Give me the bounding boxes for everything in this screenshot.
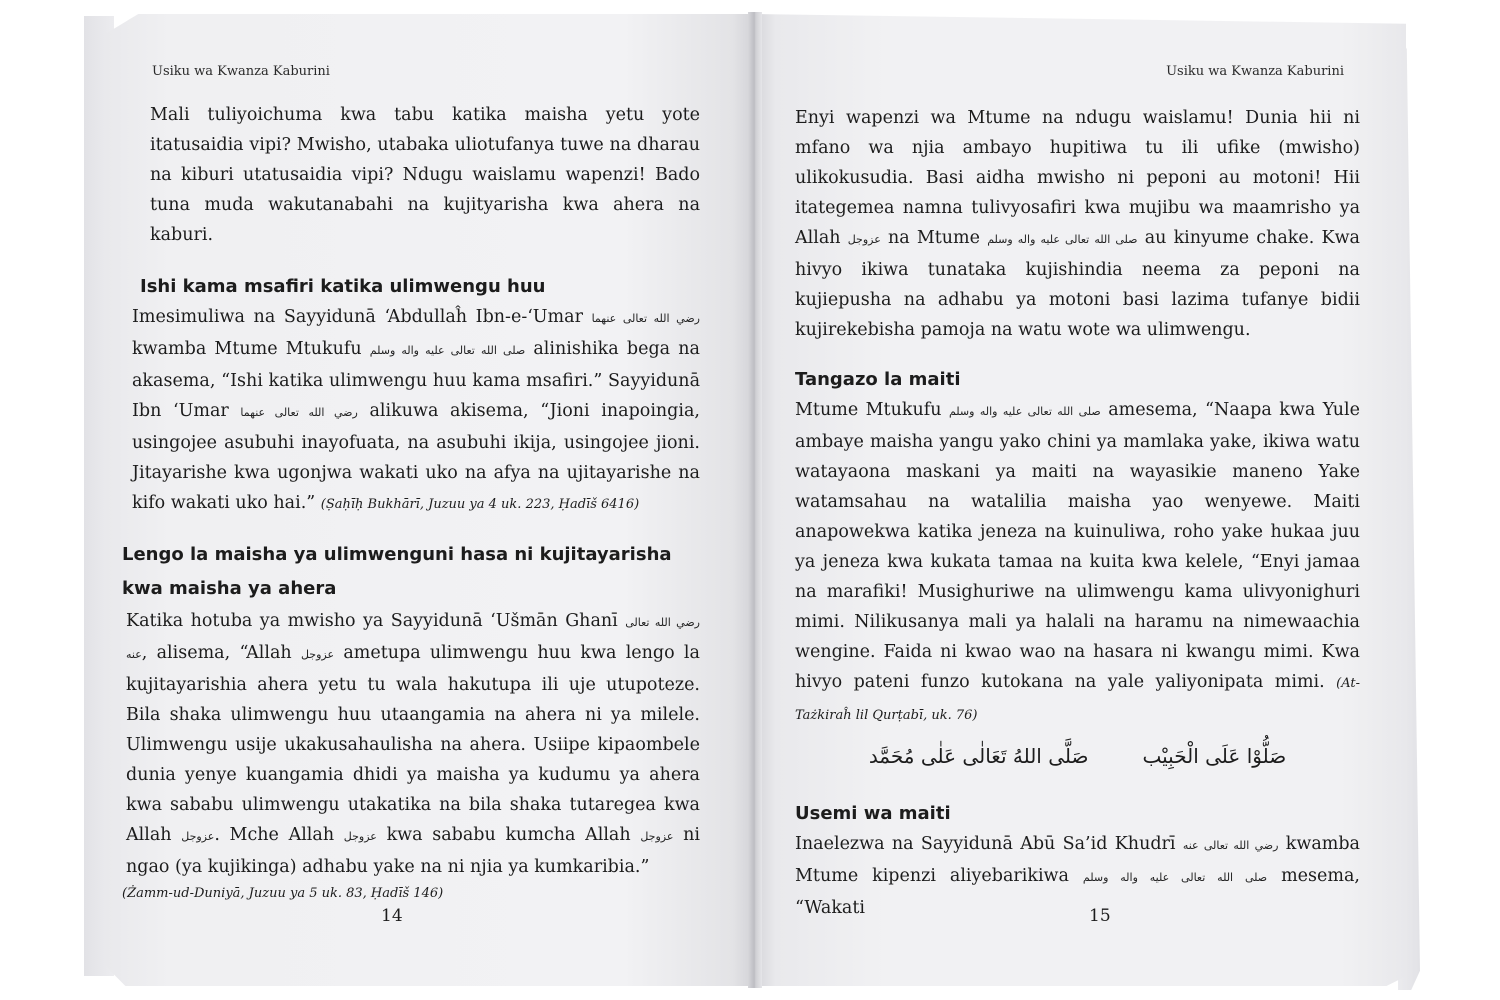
section-heading: Tangazo la maiti: [795, 369, 961, 390]
text: ni ngao (ya kujikinga) adhabu yake na ni njia ya kumkaribia.”: [126, 825, 700, 877]
honorific-arabic: رضي الله تعالى عنه: [126, 616, 700, 661]
text: kwamba Mtume Mtukufu: [132, 339, 362, 359]
left-page-body: [122, 100, 700, 906]
text: alinishika bega na akasema, “Ishi katika ulimwengu huu kama msafiri.” Sayyidunā Ibn ‘Umar: [132, 339, 700, 421]
honorific-arabic: صلى الله تعالى عليه واله وسلم: [948, 405, 1101, 418]
text: , alisema, “Allah: [141, 643, 292, 663]
text: alikuwa akisema, “Jioni inapoingia, usingojee asubuhi inayofuata, na asubuhi ikija, usingojee jioni. Jitayarishe kwa ugonjwa wakati uko na afya na ujitayarishe na kifo wakati uko hai.”: [132, 401, 700, 513]
honorific-arabic: رضي الله تعالى عنه: [1182, 839, 1279, 852]
body-paragraph: [795, 829, 1360, 923]
running-head-left: Usiku wa Kwanza Kaburini: [152, 64, 330, 79]
honorific-arabic: صلى الله تعالى عليه واله وسلم: [369, 344, 526, 357]
intro-paragraph: Mali tuliyoichuma kwa tabu katika maisha yetu yote itatusaidia vipi? Mwisho, utabaka uliotufanya tuwe na dharau na kiburi utatusaidia vipi? Ndugu waislamu wapenzi! Bado tuna muda wakutanabahi na kujityarisha kwa ahera na kaburi.: [150, 105, 700, 245]
section-heading: Ishi kama msafiri katika ulimwengu huu: [140, 276, 546, 297]
page-number-right: 15: [1089, 906, 1111, 926]
honorific-arabic: عزوجل: [847, 233, 881, 246]
text: na Mtume: [887, 228, 981, 248]
running-head-right: Usiku wa Kwanza Kaburini: [1166, 64, 1344, 79]
body-paragraph: [122, 606, 700, 882]
honorific-arabic: عزوجل: [300, 648, 335, 661]
honorific-arabic: رضي الله تعالى عنهما: [591, 312, 700, 325]
salawat-left-arabic: صَلُّوْا عَلَى الْحَبِيْب: [1142, 744, 1287, 768]
honorific-arabic: صلى الله تعالى عليه واله وسلم: [987, 233, 1138, 246]
text: Mtume Mtukufu: [795, 400, 942, 420]
section-heading: Usemi wa maiti: [795, 803, 951, 824]
text: kwa sababu kumcha Allah: [386, 825, 631, 845]
text: kwamba Mtume kipenzi aliyebarikiwa: [795, 834, 1360, 886]
book-spine: [748, 12, 762, 988]
text: Enyi wapenzi wa Mtume na ndugu waislamu! Dunia hii ni mfano wa njia ambayo hupitiwa tu ili ufike (mwisho) ulikokusudia. Basi aidha mwisho ni peponi au motoni! Hii itategemea namna tulivyosafiri kwa mujibu wa maamrisho ya Allah: [795, 108, 1360, 248]
intro-paragraph: [795, 103, 1360, 345]
text: Katika hotuba ya mwisho ya Sayyidunā ‘Ušmān Ghanī: [126, 611, 618, 631]
body-paragraph: [122, 302, 700, 520]
citation: (Ṣaḥīḥ Bukhārī, Juzuu ya 4 uk. 223, Ḥadīš 6416): [320, 497, 640, 512]
text: au kinyume chake. Kwa hivyo ikiwa tunataka kujishindia neema za peponi na kujiepusha na adhabu ya motoni basi lazima tufanye bidii kujirekebisha pamoja na watu wote wa ulimwengu.: [795, 228, 1360, 340]
text: amesema, “Naapa kwa Yule ambaye maisha yangu yako chini ya mamlaka yake, ikiwa watu watayaona maskani ya maiti na wayasikie maneno Yake watamsahau na watalilia maisha yao wenyewe. Maiti anapowekwa katika jeneza na kuinuliwa, roho yake hukaa juu ya jeneza kwa kukata tamaa na kuita kwa kelele, “Enyi jamaa na marafiki! Musighuriwe na ulimwengu kama ulivyonighuri mimi. Nilikusanya mali ya halali na haramu na nimewaachia wengine. Faida ni kwao wao na hasara ni kwangu mimi. Kwa hivyo pateni funzo kutokana na yale yaliyonipata mimi.: [795, 400, 1360, 692]
honorific-arabic: عزوجل: [181, 830, 215, 843]
honorific-arabic: عزوجل: [343, 830, 377, 843]
citation: (Żamm-ud-Duniyā, Juzuu ya 5 uk. 83, Ḥadīš 146): [122, 886, 444, 901]
right-page-body: [795, 103, 1360, 923]
honorific-arabic: صلى الله تعالى عليه واله وسلم: [1082, 871, 1268, 884]
citation: (At-Tażkiraĥ lil Qurṭabī, uk. 76): [795, 676, 1360, 723]
text: mesema, “Wakati: [795, 866, 1360, 918]
text: Imesimuliwa na Sayyidunā ‘Abdullaĥ Ibn-e-‘Umar: [132, 307, 583, 327]
page-number-left: 14: [381, 906, 403, 926]
honorific-arabic: عزوجل: [640, 830, 674, 843]
honorific-arabic: رضي الله تعالى عنهما: [240, 406, 358, 419]
section-heading: Lengo la maisha ya ulimwenguni hasa ni kujitayarisha kwa maisha ya ahera: [122, 544, 672, 599]
text: Inaelezwa na Sayyidunā Abū Sa’id Khudrī: [795, 834, 1176, 854]
text: ametupa ulimwengu huu kwa lengo la kujitayarishia ahera yetu tu wala hakutupa ili uje utupoteze. Bila shaka ulimwengu huu utaangamia na ahera ni ya milele. Ulimwengu usije ukakusahaulisha na ahera. Usiipe kipaombele dunia yenye kuangamia dhidi ya maisha ya kudumu ya ahera kwa sababu ulimwengu utakatika na bila shaka tutaregea kwa Allah: [126, 643, 700, 845]
body-paragraph: [795, 395, 1360, 731]
salawat-right-arabic: صَلَّى اللهُ تَعَالٰى عَلٰى مُحَمَّد: [868, 744, 1089, 768]
text: . Mche Allah: [214, 825, 335, 845]
salawat-line: [795, 741, 1360, 771]
